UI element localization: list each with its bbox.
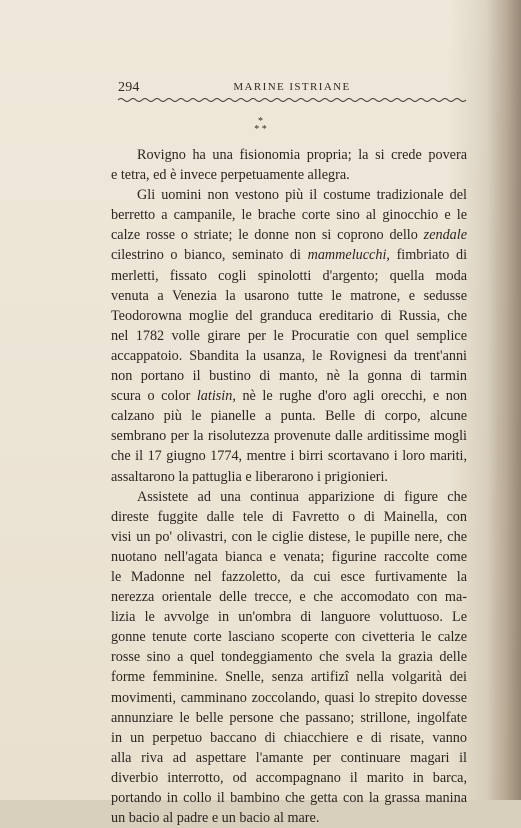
text-line: alla riva ad aspettare l'amante per continuare magari il	[111, 749, 467, 766]
text-line: portando in collo il bambino che getta con la grassa manina	[111, 790, 467, 806]
text-line: venuta a Venezia la usarono tutte le matrone, e sedusse	[111, 287, 467, 304]
text-segment: cilestrino o bianco, seminato di	[111, 247, 301, 264]
text-line: merletti, fissato cogli spinolotti d'argento; quella moda	[111, 267, 467, 284]
italic-word-mammelucchi: mammelucchi,	[307, 247, 390, 264]
text-segment: nè le rughe d'oro agli orecchi, e non	[242, 388, 468, 405]
section-ornament	[0, 118, 521, 134]
text-segment: fimbriato di	[396, 247, 468, 264]
body-text	[111, 145, 467, 828]
text-line: forme femminine. Snelle, senza artifizî nella volgarità dei	[111, 669, 467, 686]
text-line: le Madonne nel fazzoletto, da cui esce furtivamente la	[111, 568, 467, 585]
text-line: sembrano per la risolutezza provenute dalle arditissime mogli	[111, 428, 467, 445]
text-line: Teodorowna moglie del granduca ereditario di Russia, che	[111, 307, 467, 324]
paragraph	[111, 145, 467, 185]
wavy-header-rule	[118, 96, 466, 104]
text-line: un bacio al padre e un bacio al mare.	[111, 810, 320, 827]
text-line: non portano il bustino di manto, nè la gonna di tarmin	[111, 368, 467, 385]
running-title: MARINE ISTRIANE	[233, 81, 351, 93]
text-line: Rovigno ha una fisionomia propria; la si crede povera	[137, 147, 467, 163]
italic-word-zendale: zendale	[423, 227, 468, 244]
text-segment: scura o color	[111, 388, 191, 405]
text-line: nerezza orientale delle trecce, e che accomodato con ma-	[111, 589, 467, 606]
text-line: accappatoio. Sbandita la usanza, le Rovignesi da trent'anni	[111, 347, 467, 364]
ornament-top-asterisk: *	[258, 116, 263, 127]
text-line	[111, 386, 467, 406]
text-line: nel 1782 volle girare per le Procuratie con quel semplice	[111, 327, 467, 344]
text-line: calzano più le pianelle a punta. Belle di corpo, alcune	[111, 408, 467, 425]
text-line: direste fuggite dalle tele di Favretto o di Mainella, con	[111, 508, 467, 525]
text-line: annunziare le belle persone che passano; strillone, ingolfate	[111, 709, 467, 726]
paragraph	[111, 487, 467, 828]
text-line	[111, 245, 467, 265]
text-line: assaltarono la pattuglia e liberarono i prigionieri.	[111, 468, 388, 485]
text-line	[111, 225, 467, 245]
text-line: Assistete ad una continua apparizione di figure che	[137, 488, 467, 505]
page-number: 294	[118, 80, 140, 95]
text-line: e tetra, ed è invece perpetuamente allegra.	[111, 167, 350, 184]
text-line: nuotano nell'agata bianca e venata; figurine raccolte come	[111, 548, 467, 565]
paragraph	[111, 185, 467, 486]
text-line: gonne tenute corte lasciano scoperte con civetteria le calze	[111, 629, 467, 646]
text-line: che il 17 giugno 1774, mentre i birri scortavano i loro mariti,	[111, 448, 467, 465]
text-line: visi un po' olivastri, con le ciglie distese, le pupille nere, che	[111, 528, 467, 545]
page-header	[118, 77, 466, 97]
italic-word-latisin: latisin,	[196, 388, 236, 405]
text-line: rosse sino a quel tondeggiamento che svela la grazia delle	[111, 649, 467, 666]
text-line: in un perpetuo baccano di chiacchiere e di risate, vanno	[111, 729, 467, 746]
text-segment: calze rosse o striate; le donne non si coprono dello	[111, 227, 418, 244]
text-line: diverbio interrotto, od accompagnano il marito in barca,	[111, 769, 467, 786]
ornament-bottom-asterisks: * *	[254, 124, 267, 135]
text-line: lizia le avvolge in un'ombra di languore voluttuoso. Le	[111, 609, 467, 626]
text-line: movimenti, camminano zoccolando, quasi lo strepito dovesse	[111, 689, 467, 706]
text-line: Gli uomini non vestono più il costume tradizionale del	[137, 187, 467, 204]
text-line: berretto a campanile, le brache corte sino al ginocchio e le	[111, 207, 467, 224]
